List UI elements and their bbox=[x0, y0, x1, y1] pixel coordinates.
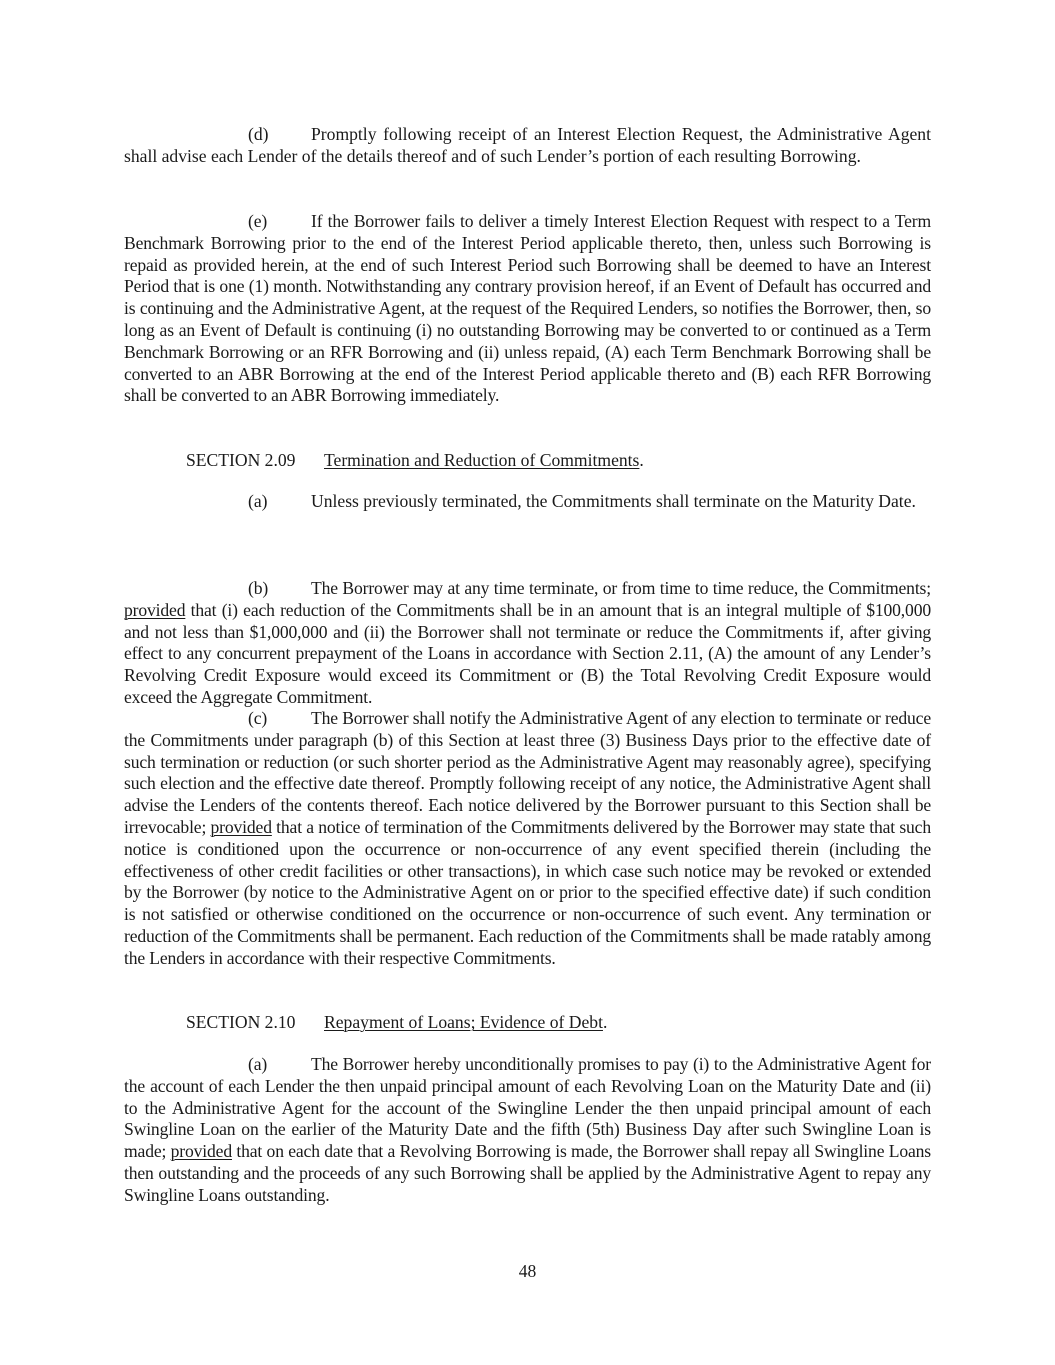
section-number: SECTION 2.10 bbox=[186, 1012, 296, 1032]
paragraph-text-cont: that (i) each reduction of the Commitments shall be in an amount that is an integral multiple of $100,000 and not less than $1,000,000 and (ii) the Borrower shall not terminate or reduce the Commitments if, after giving effect to any concurrent prepayment of the Loans in accordance with Section 2.11, (A) the amount of any Lender’s Revolving Credit Exposure would exceed its Commitment or (B) the Total Revolving Credit Exposure would exceed the Aggregate Commitment. bbox=[124, 599, 931, 707]
paragraph-label: (a) bbox=[248, 491, 268, 511]
paragraph-label: (c) bbox=[248, 708, 268, 728]
paragraph-2-09-a bbox=[124, 491, 931, 513]
section-title: Repayment of Loans; Evidence of Debt bbox=[324, 1012, 603, 1032]
paragraph-2-09-c bbox=[124, 708, 931, 970]
paragraph-text: Unless previously terminated, the Commitments shall terminate on the Maturity Date. bbox=[311, 491, 916, 511]
section-heading-2-10 bbox=[186, 1012, 607, 1034]
paragraph-text-cont: that on each date that a Revolving Borrowing is made, the Borrower shall repay all Swingline Loans then outstanding and the proceeds of any such Borrowing shall be applied by the Administrative Agent to repay any Swingline Loans outstanding. bbox=[124, 1141, 931, 1205]
paragraph-e bbox=[124, 211, 931, 407]
paragraph-text-cont: that a notice of termination of the Commitments delivered by the Borrower may state that such notice is conditioned upon the occurrence or non-occurrence of any event specified therein (including the effectiveness of other credit facilities or other transactions), in which case such notice may be revoked or extended by the Borrower (by notice to the Administrative Agent on or prior to the specified effective date) if such condition is not satisfied or otherwise conditioned on the occurrence or non-occurrence of such event. Any termination or reduction of the Commitments shall be permanent. Each reduction of the Commitments shall be made ratably among the Lenders in accordance with their respective Commitments. bbox=[124, 816, 931, 968]
paragraph-text: The Borrower shall notify the Administrative Agent of any election to terminate or reduce the Commitments under paragraph (b) of this Section at least three (3) Business Days prior to the effective date of such termination or reduction (or such shorter period as the Administrative Agent may reasonably agree), specifying such election and the effective date thereof. Promptly following receipt of any notice, the Administrative Agent shall advise the Lenders of the contents thereof. Each notice delivered by the Borrower pursuant to this Section shall be irrevocable; bbox=[124, 708, 931, 837]
provided-term: provided bbox=[124, 599, 186, 620]
section-title: Termination and Reduction of Commitments bbox=[324, 450, 640, 470]
page-number: 48 bbox=[518, 1261, 537, 1281]
paragraph-label: (d) bbox=[248, 124, 269, 144]
paragraph-text: If the Borrower fails to deliver a timely Interest Election Request with respect to a Term Benchmark Borrowing prior to the end of the Interest Period applicable thereto, then, unless such Borrowing is repaid as provided herein, at the end of such Interest Period such Borrowing shall be deemed to have an Interest Period that is one (1) month. Notwithstanding any contrary provision hereof, if an Event of Default has occurred and is continuing and the Administrative Agent, at the request of the Required Lenders, so notifies the Borrower, then, so long as an Event of Default is continuing (i) no outstanding Borrowing may be converted to or continued as a Term Benchmark Borrowing or an RFR Borrowing and (ii) unless repaid, (A) each Term Benchmark Borrowing shall be converted to an ABR Borrowing at the end of the Interest Period applicable thereto and (B) each RFR Borrowing shall be converted to an ABR Borrowing immediately. bbox=[124, 211, 931, 406]
section-title-period: . bbox=[602, 1012, 608, 1032]
paragraph-text: Promptly following receipt of an Interest Election Request, the Administrative Agent shall advise each Lender of the details thereof and of such Lender’s portion of each resulting Borrowing. bbox=[124, 124, 931, 166]
section-heading-2-09 bbox=[186, 450, 644, 472]
paragraph-label: (e) bbox=[248, 211, 268, 231]
paragraph-label: (a) bbox=[248, 1054, 268, 1074]
paragraph-d bbox=[124, 124, 931, 168]
section-title-period: . bbox=[639, 450, 644, 470]
section-number: SECTION 2.09 bbox=[186, 450, 296, 470]
provided-term: provided bbox=[210, 816, 272, 837]
paragraph-text: The Borrower may at any time terminate, or from time to time reduce, the Commitments; bbox=[311, 578, 931, 598]
provided-term: provided bbox=[170, 1141, 232, 1162]
paragraph-label: (b) bbox=[248, 578, 269, 598]
paragraph-text: The Borrower hereby unconditionally promises to pay (i) to the Administrative Agent for the account of each Lender the then unpaid principal amount of each Revolving Loan on the Maturity Date and (ii) to the Administrative Agent for the account of the Swingline Lender the then unpaid principal amount of each Swingline Loan on the earlier of the Maturity Date and the fifth (5th) Business Day after such Swingline Loan is made; bbox=[124, 1054, 931, 1162]
paragraph-2-10-a bbox=[124, 1054, 931, 1207]
paragraph-2-09-b bbox=[124, 578, 931, 709]
